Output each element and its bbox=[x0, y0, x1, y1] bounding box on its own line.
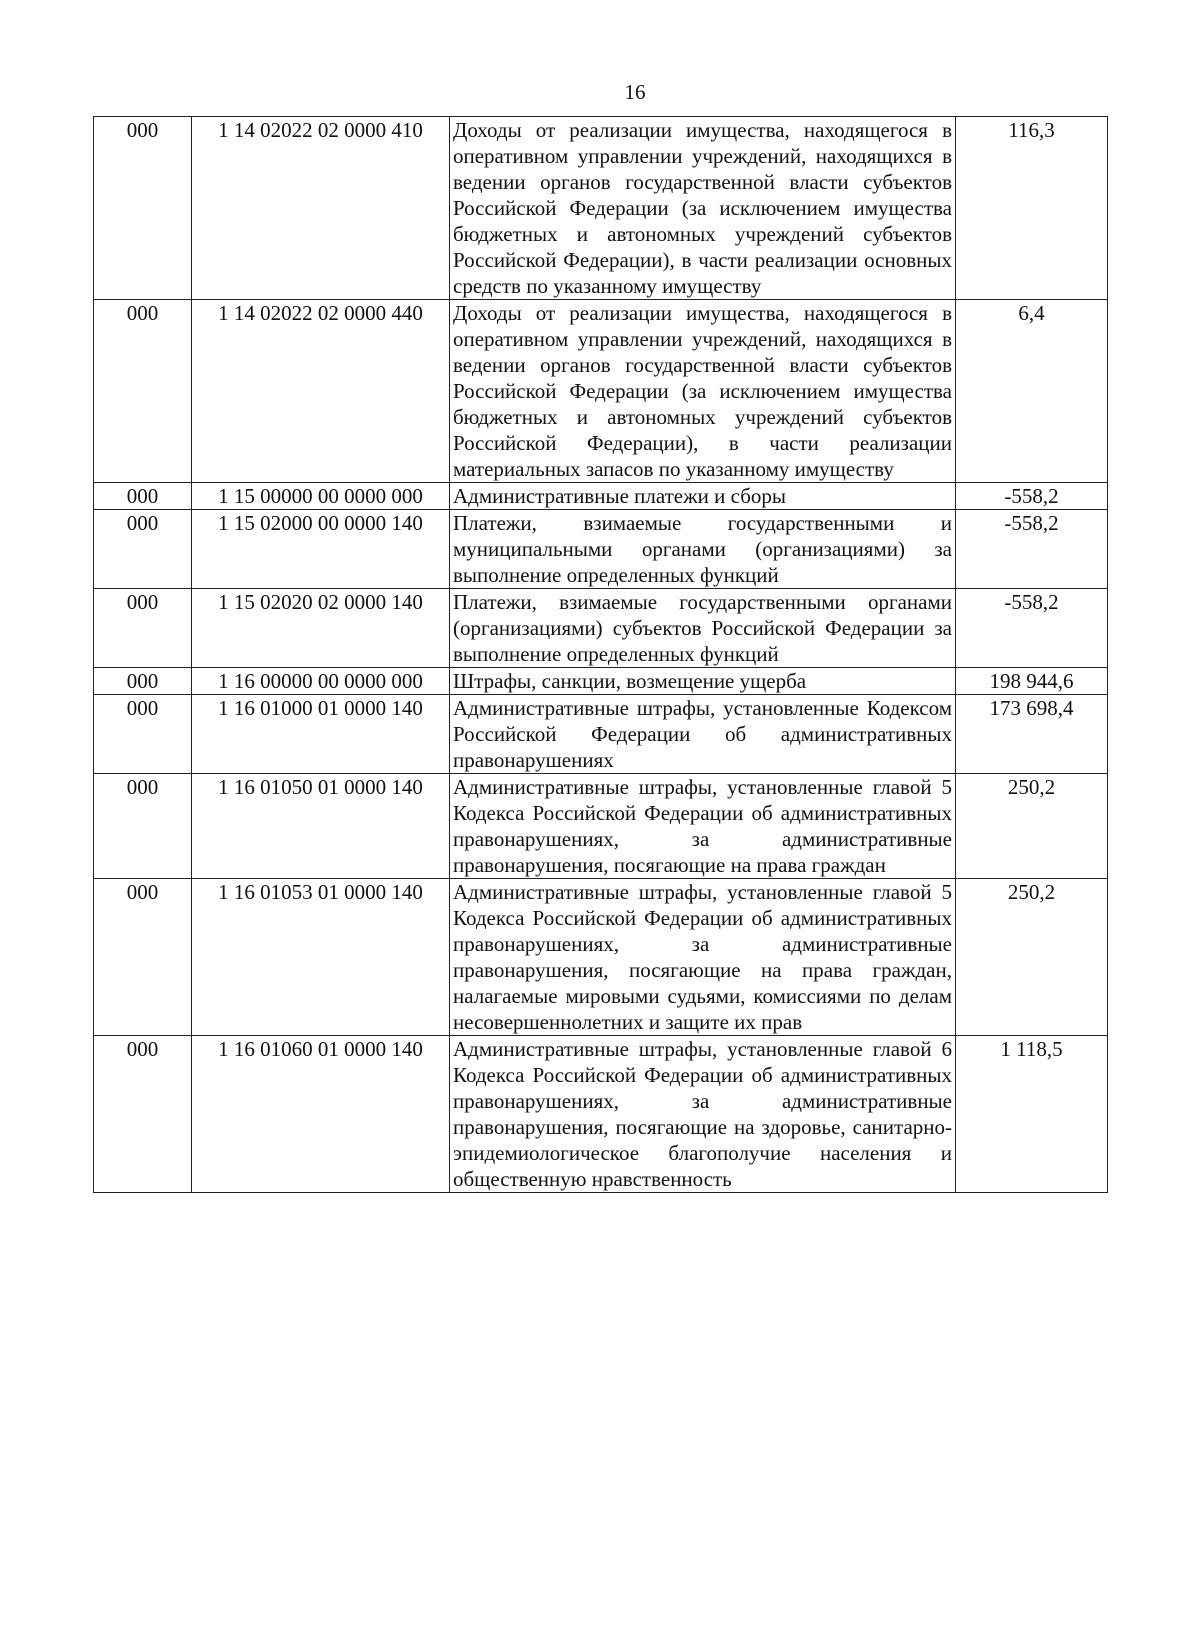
table-row bbox=[94, 483, 1108, 510]
budget-code-cell: 1 15 00000 00 0000 000 bbox=[192, 483, 450, 510]
revenue-name-cell: Платежи, взимаемые государственными органами (организациями) субъектов Российской Федерации за выполнение определенных функций bbox=[450, 589, 956, 668]
admin-code-cell: 000 bbox=[94, 589, 192, 668]
table-row bbox=[94, 589, 1108, 668]
budget-code-cell: 1 16 01000 01 0000 140 bbox=[192, 695, 450, 774]
revenue-name-cell: Административные штрафы, установленные главой 5 Кодекса Российской Федерации об административных правонарушениях, за административные правонарушения, посягающие на права граждан bbox=[450, 774, 956, 879]
admin-code-cell: 000 bbox=[94, 510, 192, 589]
table-row bbox=[94, 117, 1108, 300]
budget-code-cell: 1 14 02022 02 0000 410 bbox=[192, 117, 450, 300]
table-row bbox=[94, 1036, 1108, 1193]
admin-code-cell: 000 bbox=[94, 879, 192, 1036]
revenue-name-cell: Доходы от реализации имущества, находящегося в оперативном управлении учреждений, находящихся в ведении органов государственной власти субъектов Российской Федерации (за исключением имущества бюджетных и автономных учреждений субъектов Российской Федерации), в части реализации материальных запасов по указанному имуществу bbox=[450, 300, 956, 483]
admin-code-cell: 000 bbox=[94, 1036, 192, 1193]
table-row bbox=[94, 774, 1108, 879]
budget-code-cell: 1 15 02000 00 0000 140 bbox=[192, 510, 450, 589]
table-row bbox=[94, 510, 1108, 589]
budget-code-cell: 1 16 01060 01 0000 140 bbox=[192, 1036, 450, 1193]
table-row bbox=[94, 879, 1108, 1036]
amount-cell: -558,2 bbox=[956, 510, 1108, 589]
admin-code-cell: 000 bbox=[94, 483, 192, 510]
budget-code-cell: 1 15 02020 02 0000 140 bbox=[192, 589, 450, 668]
amount-cell: 173 698,4 bbox=[956, 695, 1108, 774]
amount-cell: -558,2 bbox=[956, 589, 1108, 668]
amount-cell: 116,3 bbox=[956, 117, 1108, 300]
budget-code-cell: 1 14 02022 02 0000 440 bbox=[192, 300, 450, 483]
revenue-name-cell: Административные штрафы, установленные главой 5 Кодекса Российской Федерации об административных правонарушениях, за административные правонарушения, посягающие на права граждан, налагаемые мировыми судьями, комиссиями по делам несовершеннолетних и защите их прав bbox=[450, 879, 956, 1036]
admin-code-cell: 000 bbox=[94, 117, 192, 300]
revenue-name-cell: Административные штрафы, установленные Кодексом Российской Федерации об административных правонарушениях bbox=[450, 695, 956, 774]
amount-cell: 1 118,5 bbox=[956, 1036, 1108, 1193]
amount-cell: 6,4 bbox=[956, 300, 1108, 483]
admin-code-cell: 000 bbox=[94, 695, 192, 774]
revenue-name-cell: Доходы от реализации имущества, находящегося в оперативном управлении учреждений, находящихся в ведении органов государственной власти субъектов Российской Федерации (за исключением имущества бюджетных и автономных учреждений субъектов Российской Федерации), в части реализации основных средств по указанному имуществу bbox=[450, 117, 956, 300]
admin-code-cell: 000 bbox=[94, 668, 192, 695]
revenue-name-cell: Платежи, взимаемые государственными и муниципальными органами (организациями) за выполнение определенных функций bbox=[450, 510, 956, 589]
table-row bbox=[94, 668, 1108, 695]
budget-code-cell: 1 16 01053 01 0000 140 bbox=[192, 879, 450, 1036]
admin-code-cell: 000 bbox=[94, 300, 192, 483]
amount-cell: -558,2 bbox=[956, 483, 1108, 510]
revenue-name-cell: Административные штрафы, установленные главой 6 Кодекса Российской Федерации об административных правонарушениях, за административные правонарушения, посягающие на здоровье, санитарно-эпидемиологическое благополучие населения и общественную нравственность bbox=[450, 1036, 956, 1193]
revenue-name-cell: Административные платежи и сборы bbox=[450, 483, 956, 510]
budget-revenue-table bbox=[93, 116, 1108, 1193]
amount-cell: 250,2 bbox=[956, 774, 1108, 879]
amount-cell: 198 944,6 bbox=[956, 668, 1108, 695]
budget-code-cell: 1 16 01050 01 0000 140 bbox=[192, 774, 450, 879]
amount-cell: 250,2 bbox=[956, 879, 1108, 1036]
admin-code-cell: 000 bbox=[94, 774, 192, 879]
revenue-name-cell: Штрафы, санкции, возмещение ущерба bbox=[450, 668, 956, 695]
table-row bbox=[94, 695, 1108, 774]
table-row bbox=[94, 300, 1108, 483]
budget-code-cell: 1 16 00000 00 0000 000 bbox=[192, 668, 450, 695]
page-number: 16 bbox=[624, 80, 646, 104]
